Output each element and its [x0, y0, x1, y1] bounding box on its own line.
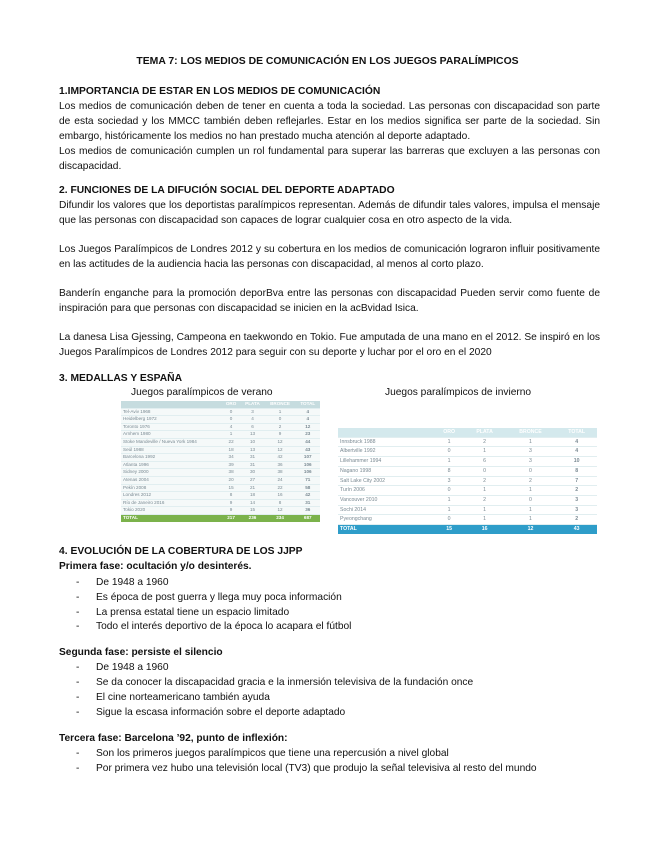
table-row [121, 461, 320, 469]
section2-paragraph-3: Banderín enganche para la promoción deporBva entre las personas con discapacidad Pueden servir como fuente de inspiración para que personas con discapacidad se inicien en la acBvidad Isica. [59, 288, 600, 315]
games-name-cell: Barcelona 1992 [121, 454, 222, 462]
medal-count-cell: 1 [465, 447, 505, 457]
medal-count-cell: 0 [222, 408, 241, 416]
medal-count-cell: 2 [265, 423, 296, 431]
table-total-row [338, 525, 597, 534]
column-header [338, 428, 434, 437]
games-name-cell: Pyeongchang [338, 515, 434, 525]
medal-count-cell: 1 [222, 431, 241, 439]
games-name-cell: Río de Janeiro 2016 [121, 499, 222, 507]
medal-count-cell: 1 [505, 505, 557, 515]
medal-count-cell: 1 [265, 408, 296, 416]
medal-count-cell: 106 [296, 461, 320, 469]
medal-count-cell: 0 [434, 486, 465, 496]
bullet-dash: - [76, 607, 80, 618]
medal-count-cell: 9 [265, 431, 296, 439]
table-row [121, 416, 320, 424]
section4-heading: 4. EVOLUCIÓN DE LA COBERTURA DE LOS JJPP [59, 546, 303, 557]
medal-count-cell: 1 [465, 486, 505, 496]
games-name-cell: Stoke Mandeville / Nueva York 1984 [121, 438, 222, 446]
medal-count-cell: 0 [434, 447, 465, 457]
table-row [338, 457, 597, 467]
medal-count-cell: 34 [222, 454, 241, 462]
medal-count-cell: 2 [465, 495, 505, 505]
total-cell: 12 [505, 525, 557, 534]
medal-count-cell: 10 [240, 438, 264, 446]
column-header: BRONCE [265, 401, 296, 408]
medal-count-cell: 1 [505, 437, 557, 447]
table-header-row [121, 401, 320, 408]
winter-medals-table [338, 428, 597, 534]
medal-count-cell: 3 [505, 457, 557, 467]
phase3-title: Tercera fase: Barcelona ’92, punto de inflexión: [59, 733, 288, 744]
column-header: ORO [222, 401, 241, 408]
medal-count-cell: 6 [240, 423, 264, 431]
medal-count-cell: 13 [240, 431, 264, 439]
bullet-dash: - [76, 707, 80, 718]
table-header-row [338, 428, 597, 437]
medal-count-cell: 12 [296, 423, 320, 431]
medal-count-cell: 106 [296, 469, 320, 477]
medal-count-cell: 1 [505, 515, 557, 525]
total-cell: 43 [556, 525, 597, 534]
medal-count-cell: 22 [222, 438, 241, 446]
medal-count-cell: 71 [296, 476, 320, 484]
medal-count-cell: 20 [222, 476, 241, 484]
medal-count-cell: 42 [296, 492, 320, 500]
section1-paragraph-2: Los medios de comunicación cumplen un rol fundamental para superar las barreras que excluyen a las personas con discapacidad. [59, 146, 600, 173]
medal-count-cell: 42 [265, 454, 296, 462]
games-name-cell: Vancouver 2010 [338, 495, 434, 505]
medal-count-cell: 31 [240, 454, 264, 462]
bullet-dash: - [76, 592, 80, 603]
medal-count-cell: 24 [265, 476, 296, 484]
total-cell: TOTAL [338, 525, 434, 534]
medal-count-cell: 23 [296, 431, 320, 439]
medal-count-cell: 18 [240, 492, 264, 500]
medal-count-cell: 30 [240, 469, 264, 477]
games-name-cell: Arnhem 1980 [121, 431, 222, 439]
medal-count-cell: 38 [222, 469, 241, 477]
document-title: TEMA 7: LOS MEDIOS DE COMUNICACIÓN EN LOS JUEGOS PARALÍMPICOS [136, 56, 519, 67]
section1-paragraph-1: Los medios de comunicación deben de tener en cuenta a toda la sociedad. Las personas con discapacidad son parte de esta sociedad y los MMCC también deben reflejarles. Estar en los medios significa ser parte de la sociedad. Sin embargo, históricamente los medios no han prestado mucha atención al deporte adaptado. [59, 101, 600, 143]
section2-paragraph-2: Los Juegos Paralímpicos de Londres 2012 y su cobertura en los medios de comunicación lograron influir positivamente en las actitudes de la audiencia hacia las personas con discapacidad, al menos al corto plazo. [59, 244, 600, 271]
table-row [338, 466, 597, 476]
medal-count-cell: 15 [222, 484, 241, 492]
games-name-cell: Sochi 2014 [338, 505, 434, 515]
medal-count-cell: 12 [265, 438, 296, 446]
medal-count-cell: 4 [222, 423, 241, 431]
medal-count-cell: 36 [265, 461, 296, 469]
medal-count-cell: 4 [296, 416, 320, 424]
games-name-cell: Toronto 1976 [121, 423, 222, 431]
section1-heading: 1.IMPORTANCIA DE ESTAR EN LOS MEDIOS DE COMUNICACIÓN [59, 86, 381, 97]
table-row [121, 446, 320, 454]
total-cell: 15 [434, 525, 465, 534]
games-name-cell: Salt Lake City 2002 [338, 476, 434, 486]
medal-count-cell: 4 [296, 408, 320, 416]
medal-count-cell: 107 [296, 454, 320, 462]
medal-count-cell: 4 [240, 416, 264, 424]
medal-count-cell: 8 [265, 499, 296, 507]
games-name-cell: Lillehammer 1994 [338, 457, 434, 467]
table-row [338, 515, 597, 525]
games-name-cell: Tel-Aviv 1968 [121, 408, 222, 416]
medal-count-cell: 18 [222, 446, 241, 454]
games-name-cell: Innsbruck 1988 [338, 437, 434, 447]
total-cell: 217 [222, 514, 241, 521]
medal-count-cell: 58 [296, 484, 320, 492]
table-row [338, 476, 597, 486]
medal-count-cell: 1 [465, 515, 505, 525]
medal-count-cell: 1 [505, 486, 557, 496]
table-row [338, 505, 597, 515]
games-name-cell: Nagano 1998 [338, 466, 434, 476]
medal-count-cell: 0 [465, 466, 505, 476]
medal-count-cell: 12 [265, 446, 296, 454]
medal-count-cell: 2 [465, 476, 505, 486]
medal-count-cell: 44 [296, 438, 320, 446]
medal-count-cell: 3 [434, 476, 465, 486]
medal-count-cell: 36 [296, 507, 320, 515]
bullet-dash: - [76, 577, 80, 588]
section2-paragraph-1: Difundir los valores que los deportistas paralímpicos representan. Además de difundir tales valores, impulsa el mensaje que las personas con discapacidad son capaces de lograr cualquier cosa en otro aspecto de la vida. [59, 200, 600, 227]
medal-count-cell: 0 [434, 515, 465, 525]
medal-count-cell: 1 [434, 457, 465, 467]
medal-count-cell: 3 [240, 408, 264, 416]
table-row [121, 499, 320, 507]
medal-count-cell: 43 [296, 446, 320, 454]
column-header [121, 401, 222, 408]
medal-count-cell: 4 [556, 437, 597, 447]
section3-heading: 3. MEDALLAS Y ESPAÑA [59, 373, 183, 384]
medal-count-cell: 14 [240, 499, 264, 507]
medal-count-cell: 39 [222, 461, 241, 469]
bullet-dash: - [76, 677, 80, 688]
medal-count-cell: 0 [505, 495, 557, 505]
medal-count-cell: 27 [240, 476, 264, 484]
medal-count-cell: 2 [556, 486, 597, 496]
medal-count-cell: 2 [505, 476, 557, 486]
total-cell: 236 [240, 514, 264, 521]
bullet-dash: - [76, 662, 80, 673]
games-name-cell: Atenas 2004 [121, 476, 222, 484]
medal-count-cell: 3 [505, 447, 557, 457]
column-header: TOTAL [296, 401, 320, 408]
table-row [121, 492, 320, 500]
medal-count-cell: 12 [265, 507, 296, 515]
bullet-dash: - [76, 621, 80, 632]
table-row [338, 495, 597, 505]
games-name-cell: Sidney 2000 [121, 469, 222, 477]
table-total-row [121, 514, 320, 521]
games-name-cell: Seúl 1988 [121, 446, 222, 454]
games-name-cell: Atlanta 1996 [121, 461, 222, 469]
bullet-dash: - [76, 763, 80, 774]
medal-count-cell: 13 [240, 446, 264, 454]
medal-count-cell: 21 [240, 484, 264, 492]
summer-table-caption: Juegos paralímpicos de verano [131, 387, 273, 398]
medal-count-cell: 1 [434, 505, 465, 515]
medal-count-cell: 31 [240, 461, 264, 469]
medal-count-cell: 0 [505, 466, 557, 476]
table-row [121, 423, 320, 431]
medal-count-cell: 1 [465, 505, 505, 515]
medal-count-cell: 1 [434, 437, 465, 447]
games-name-cell: Londres 2012 [121, 492, 222, 500]
medal-count-cell: 3 [556, 495, 597, 505]
medal-count-cell: 15 [240, 507, 264, 515]
table-row [121, 431, 320, 439]
total-cell: TOTAL [121, 514, 222, 521]
medal-count-cell: 16 [265, 492, 296, 500]
phase2-title: Segunda fase: persiste el silencio [59, 647, 223, 658]
column-header: PLATA [240, 401, 264, 408]
column-header: ORO [434, 428, 465, 437]
column-header: BRONCE [505, 428, 557, 437]
games-name-cell: Pekín 2008 [121, 484, 222, 492]
table-row [338, 486, 597, 496]
table-row [338, 437, 597, 447]
medal-count-cell: 9 [222, 499, 241, 507]
table-row [121, 469, 320, 477]
table-row [121, 484, 320, 492]
document-page: TEMA 7: LOS MEDIOS DE COMUNICACIÓN EN LOS JUEGOS PARALÍMPICOS 1.IMPORTANCIA DE ESTAR EN LOS MEDIOS DE COMUNICACIÓN Los medios de comunicación deben de tener en cuenta a toda la sociedad. Las personas con discapacidad son parte de esta sociedad y los MMCC también deben reflejarles. Estar en los medios significa ser parte de la sociedad. Sin embargo, históricamente los medios no han prestado mucha atención al deporte adaptado. Los medios de comunicación cumplen un rol fundamental para superar las barreras que excluyen a las personas con discapacidad. 2. FUNCIONES DE LA DIFUCIÓN SOCIAL DEL DEPORTE ADAPTADO Difundir los valores que los deportistas paralímpicos representan. Además de difundir tales valores, impulsa el mensaje que las personas con discapacidad son capaces de lograr cualquier cosa en otro aspecto de la vida. Los Juegos Paralímpicos de Londres 2012 y su cobertura en los medios de comunicación lograron influir positivamente en las actitudes de la audiencia hacia las personas con discapacidad, al menos al corto plazo. Banderín enganche para la promoción deporBva entre las personas con discapacidad Pueden servir como fuente de inspiración para que personas con discapacidad se inicien en la acBvidad Isica. La danesa Lisa Gjessing, Campeona en taekwondo en Tokio. Fue amputada de una mano en el 2012. Se inspiró en los Juegos Paralímpicos de Londres 2012 para seguir con su deporte y luchar por el oro en el 2020 3. MEDALLAS Y ESPAÑA Juegos paralímpicos de verano Juegos paralímpicos de invierno ORO PLATA BRONCE TOTAL Tel-Aviv 1968 0 3 1 4 Heidelberg 1972 0 4 0 4 Toronto 1976 4 6 2 12 Arnhem 1980 1 13 9 23 Stoke Mandeville / Nueva York 1984 22 10 12 44 Seúl 1988 18 13 12 43 Barcelona 1992 34 31 42 107 Atlanta 1996 39 31 36 106 Sidney 2000 38 30 38 106 Atenas 2004 20 27 24 71 Pekín 2008 15 21 22 58 Londres 2012 8 18 16 42 Río de Janeiro 2016 9 14 8 31 Tokio 2020 9 15 12 36 TOTAL 217 236 234 687 ORO PLATA BRONCE TOTAL Innsbruck 1988 1 2 1 4 Albertville 1992 0 1 3 4 Lillehammer 1994 1 6 3 10 Nagano 1998 8 0 0 8 Salt Lake City 2002 3 2 2 7 Turín 2006 0 1 1 2 Vancouver 2010 1 2 0 3 Sochi 2014 1 1 1 3 Pyeongchang 0 1 1 2 TOTAL 15 16 12 43 4. EVOLUCIÓN DE LA COBERTURA DE LOS JJPP Primera fase: ocultación y/o desinterés. - De 1948 a 1960 - Es época de post guerra y llega muy poca información - La prensa estatal tiene un espacio limitado - Todo el interés deportivo de la época lo acapara el fútbol Segunda fase: persiste el silencio - De 1948 a 1960 - Se da conocer la discapacidad gracia e la inmersión televisiva de la fundación once - El cine norteamericano también ayuda - Sigue la escasa información sobre el deporte adaptado Tercera fase: Barcelona ’92, punto de inflexión: - Son los primeros juegos paralímpicos que tiene una repercusión a nivel global - Por primera vez hubo una televisión local (TV3) que produjo la señal televisiva al resto del mundo [0, 0, 655, 848]
medal-count-cell: 6 [465, 457, 505, 467]
games-name-cell: Albertville 1992 [338, 447, 434, 457]
medal-count-cell: 0 [265, 416, 296, 424]
winter-table-caption: Juegos paralímpicos de invierno [385, 387, 532, 398]
medal-count-cell: 8 [556, 466, 597, 476]
medal-count-cell: 2 [465, 437, 505, 447]
medal-count-cell: 7 [556, 476, 597, 486]
medal-count-cell: 8 [222, 492, 241, 500]
medal-count-cell: 10 [556, 457, 597, 467]
medal-count-cell: 9 [222, 507, 241, 515]
medal-count-cell: 4 [556, 447, 597, 457]
games-name-cell: Heidelberg 1972 [121, 416, 222, 424]
column-header: TOTAL [556, 428, 597, 437]
games-name-cell: Turín 2006 [338, 486, 434, 496]
medal-count-cell: 1 [434, 495, 465, 505]
table-row [338, 447, 597, 457]
column-header: PLATA [465, 428, 505, 437]
table-row [121, 476, 320, 484]
table-row [121, 438, 320, 446]
bullet-dash: - [76, 748, 80, 759]
medal-count-cell: 38 [265, 469, 296, 477]
total-cell: 16 [465, 525, 505, 534]
medal-count-cell: 3 [556, 505, 597, 515]
medal-count-cell: 31 [296, 499, 320, 507]
medal-count-cell: 8 [434, 466, 465, 476]
medal-count-cell: 0 [222, 416, 241, 424]
section2-paragraph-4: La danesa Lisa Gjessing, Campeona en taekwondo en Tokio. Fue amputada de una mano en el 2012. Se inspiró en los Juegos Paralímpicos de Londres 2012 para seguir con su deporte y luchar por el oro en el 2020 [59, 332, 600, 359]
phase1-title: Primera fase: ocultación y/o desinterés. [59, 561, 252, 572]
total-cell: 687 [296, 514, 320, 521]
summer-medals-table [121, 401, 320, 522]
medal-count-cell: 2 [556, 515, 597, 525]
table-row [121, 454, 320, 462]
total-cell: 234 [265, 514, 296, 521]
medal-count-cell: 22 [265, 484, 296, 492]
bullet-dash: - [76, 692, 80, 703]
table-row [121, 507, 320, 515]
section2-heading: 2. FUNCIONES DE LA DIFUCIÓN SOCIAL DEL DEPORTE ADAPTADO [59, 185, 395, 196]
games-name-cell: Tokio 2020 [121, 507, 222, 515]
table-row [121, 408, 320, 416]
